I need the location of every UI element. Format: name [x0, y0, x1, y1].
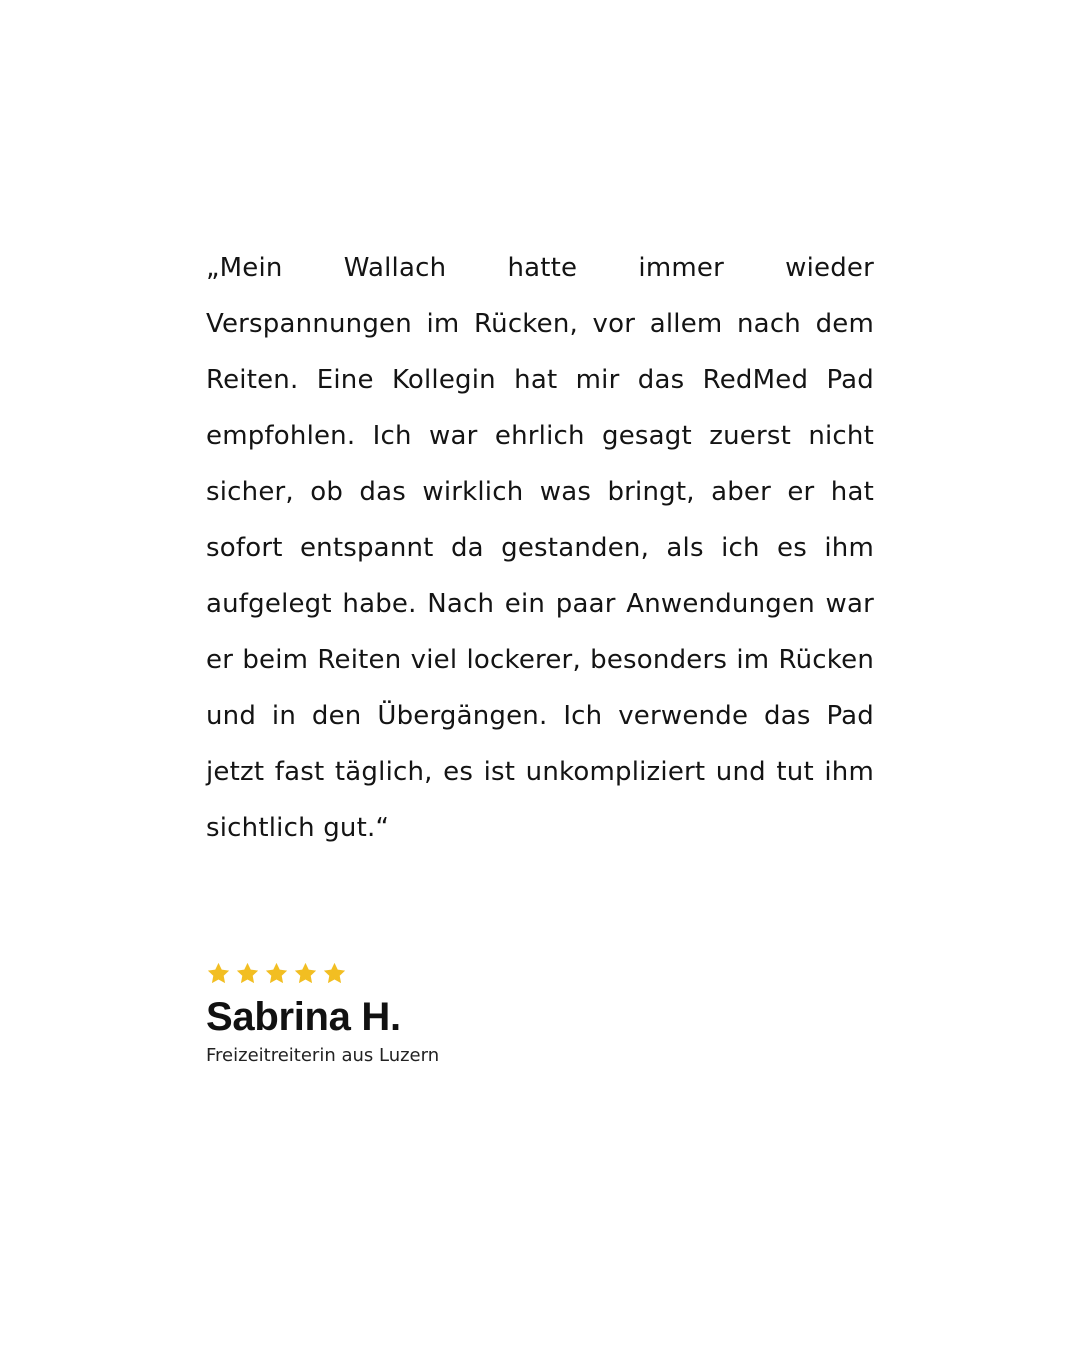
- star-rating: [206, 960, 806, 986]
- star-icon: [264, 961, 289, 986]
- author-role: Freizeitreiterin aus Luzern: [206, 1045, 440, 1066]
- testimonial-quote: „Mein Wallach hatte immer wieder Verspannungen im Rücken, vor allem nach dem Reiten. Eine Kollegin hat mir das RedMed Pad empfohlen. Ich war ehrlich gesagt zuerst nicht sicher, ob das wirklich was bringt, aber er hat sofort entspannt da gestanden, als ich es ihm aufgelegt habe. Nach ein paar Anwendungen war er beim Reiten viel lockerer, besonders im Rücken und in den Übergängen. Ich verwende das Pad jetzt fast täglich, es ist unkompliziert und tut ihm sichtlich gut.“: [206, 253, 874, 843]
- star-icon: [293, 961, 318, 986]
- star-icon: [322, 961, 347, 986]
- author-block: [206, 960, 806, 1068]
- star-icon: [206, 961, 231, 986]
- author-name: Sabrina H.: [206, 995, 401, 1039]
- testimonial-quote-block: [206, 240, 874, 856]
- star-icon: [235, 961, 260, 986]
